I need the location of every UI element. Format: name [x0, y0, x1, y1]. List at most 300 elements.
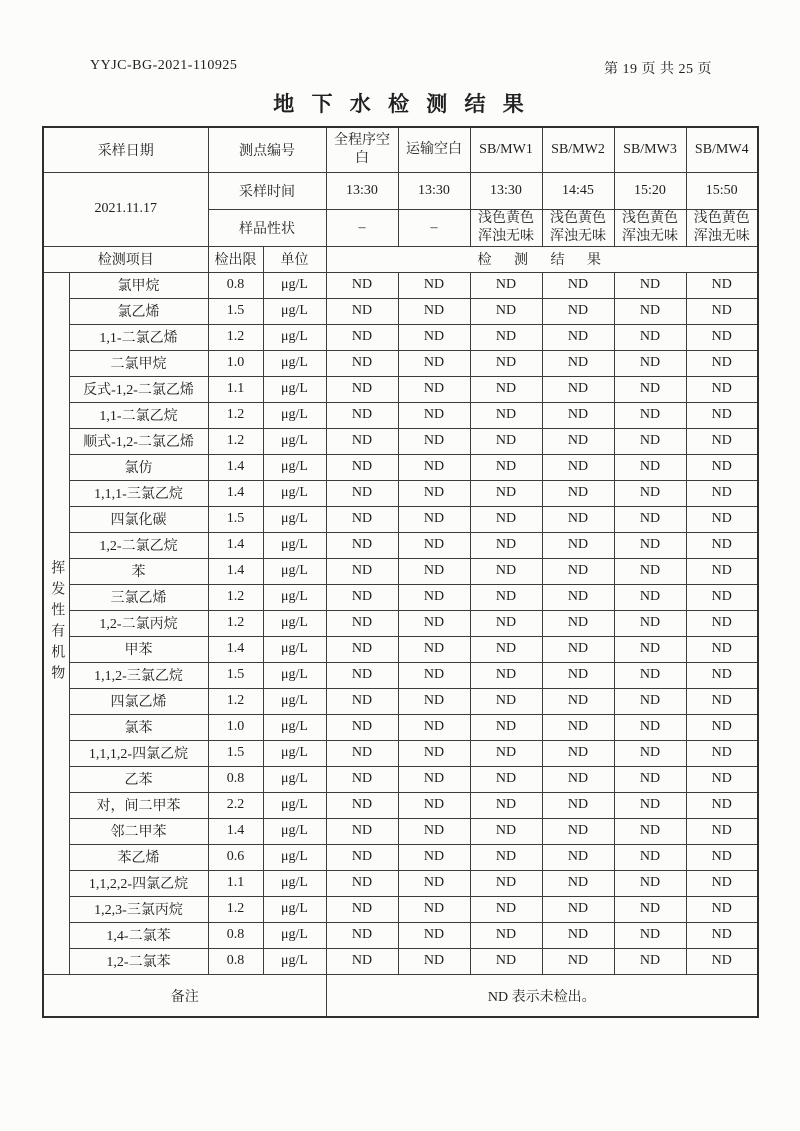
- detection-limit-cell: 1.0: [208, 350, 263, 376]
- result-cell: ND: [542, 870, 614, 896]
- result-cell: ND: [686, 740, 758, 766]
- result-cell: ND: [686, 428, 758, 454]
- station-column-header: 全程序空白: [326, 127, 398, 172]
- result-cell: ND: [398, 402, 470, 428]
- result-cell: ND: [686, 714, 758, 740]
- unit-cell: μg/L: [263, 870, 326, 896]
- result-cell: ND: [398, 714, 470, 740]
- detection-limit-cell: 1.4: [208, 532, 263, 558]
- result-cell: ND: [326, 506, 398, 532]
- unit-cell: μg/L: [263, 922, 326, 948]
- result-cell: ND: [326, 298, 398, 324]
- detection-limit-cell: 1.5: [208, 506, 263, 532]
- result-cell: ND: [686, 922, 758, 948]
- detection-limit-cell: 2.2: [208, 792, 263, 818]
- result-cell: ND: [614, 272, 686, 298]
- result-cell: ND: [614, 818, 686, 844]
- result-cell: ND: [326, 766, 398, 792]
- result-cell: ND: [614, 662, 686, 688]
- result-cell: ND: [398, 350, 470, 376]
- unit-cell: μg/L: [263, 532, 326, 558]
- result-cell: ND: [326, 324, 398, 350]
- result-cell: ND: [614, 324, 686, 350]
- result-cell: ND: [398, 870, 470, 896]
- result-cell: ND: [542, 558, 614, 584]
- unit-cell: μg/L: [263, 740, 326, 766]
- result-cell: ND: [614, 844, 686, 870]
- result-cell: ND: [542, 662, 614, 688]
- detection-limit-cell: 1.2: [208, 402, 263, 428]
- table-row: [43, 844, 758, 870]
- detection-limit-cell: 1.4: [208, 818, 263, 844]
- result-cell: ND: [542, 532, 614, 558]
- result-cell: ND: [326, 740, 398, 766]
- sampling-time-value: 14:45: [542, 172, 614, 209]
- result-cell: ND: [686, 454, 758, 480]
- table-row: [43, 428, 758, 454]
- table-row: [43, 766, 758, 792]
- result-cell: ND: [614, 610, 686, 636]
- detection-limit-cell: 0.8: [208, 922, 263, 948]
- chemical-name-cell: 1,2-二氯苯: [69, 948, 208, 974]
- detection-limit-cell: 1.2: [208, 428, 263, 454]
- unit-cell: μg/L: [263, 454, 326, 480]
- unit-cell: μg/L: [263, 402, 326, 428]
- remark-row: [43, 974, 758, 1017]
- result-cell: ND: [470, 584, 542, 610]
- result-cell: ND: [326, 558, 398, 584]
- result-cell: ND: [398, 584, 470, 610]
- result-cell: ND: [686, 610, 758, 636]
- station-column-header: SB/MW3: [614, 127, 686, 172]
- result-cell: ND: [470, 350, 542, 376]
- header-row-sampling-time: [43, 172, 758, 209]
- unit-cell: μg/L: [263, 688, 326, 714]
- result-cell: ND: [470, 662, 542, 688]
- chemical-name-cell: 氯乙烯: [69, 298, 208, 324]
- result-cell: ND: [542, 922, 614, 948]
- sampling-time-label: 采样时间: [208, 172, 326, 209]
- unit-cell: μg/L: [263, 766, 326, 792]
- unit-cell: μg/L: [263, 584, 326, 610]
- result-cell: ND: [614, 558, 686, 584]
- detection-limit-cell: 1.4: [208, 454, 263, 480]
- result-cell: ND: [614, 454, 686, 480]
- sampling-time-value: 13:30: [470, 172, 542, 209]
- results-table: [42, 126, 759, 1018]
- table-header-section: [43, 127, 758, 272]
- table-row: [43, 480, 758, 506]
- result-cell: ND: [686, 402, 758, 428]
- detection-limit-cell: 1.2: [208, 688, 263, 714]
- result-cell: ND: [398, 922, 470, 948]
- detection-limit-cell: 1.2: [208, 896, 263, 922]
- result-cell: ND: [614, 350, 686, 376]
- result-cell: ND: [686, 584, 758, 610]
- result-cell: ND: [542, 480, 614, 506]
- table-row: [43, 636, 758, 662]
- sampling-date-value: 2021.11.17: [43, 172, 208, 246]
- table-row: [43, 948, 758, 974]
- result-cell: ND: [686, 792, 758, 818]
- result-cell: ND: [470, 532, 542, 558]
- result-cell: ND: [542, 298, 614, 324]
- sample-character-value: 浅色黄色浑浊无味: [614, 209, 686, 246]
- result-cell: ND: [686, 376, 758, 402]
- table-row: [43, 740, 758, 766]
- chemical-name-cell: 1,1-二氯乙烷: [69, 402, 208, 428]
- result-cell: ND: [614, 532, 686, 558]
- result-cell: ND: [470, 558, 542, 584]
- chemical-name-cell: 1,2,3-三氯丙烷: [69, 896, 208, 922]
- table-row: [43, 818, 758, 844]
- header-row-stations: [43, 127, 758, 172]
- result-cell: ND: [686, 870, 758, 896]
- result-cell: ND: [542, 428, 614, 454]
- unit-cell: μg/L: [263, 610, 326, 636]
- document-number: YYJC-BG-2021-110925: [90, 58, 238, 73]
- result-cell: ND: [614, 870, 686, 896]
- chemical-name-cell: 1,4-二氯苯: [69, 922, 208, 948]
- chemical-name-cell: 1,2-二氯丙烷: [69, 610, 208, 636]
- station-column-header: SB/MW2: [542, 127, 614, 172]
- remark-label: 备注: [43, 974, 326, 1017]
- chemical-name-cell: 对，间二甲苯: [69, 792, 208, 818]
- result-cell: ND: [326, 688, 398, 714]
- table-row: [43, 324, 758, 350]
- result-cell: ND: [398, 792, 470, 818]
- chemical-name-cell: 反式-1,2-二氯乙烯: [69, 376, 208, 402]
- sample-character-value: 浅色黄色浑浊无味: [542, 209, 614, 246]
- result-cell: ND: [326, 714, 398, 740]
- page-indicator: 第 19 页 共 25 页: [604, 62, 712, 77]
- unit-cell: μg/L: [263, 844, 326, 870]
- result-cell: ND: [470, 818, 542, 844]
- result-cell: ND: [470, 688, 542, 714]
- result-cell: ND: [470, 454, 542, 480]
- chemical-name-cell: 氯甲烷: [69, 272, 208, 298]
- chemical-name-cell: 四氯乙烯: [69, 688, 208, 714]
- result-cell: ND: [398, 298, 470, 324]
- result-cell: ND: [326, 636, 398, 662]
- result-cell: ND: [614, 636, 686, 662]
- table-row: [43, 532, 758, 558]
- detection-limit-cell: 1.2: [208, 584, 263, 610]
- result-cell: ND: [398, 610, 470, 636]
- remark-text: ND 表示未检出。: [326, 974, 758, 1017]
- sample-character-value: 浅色黄色浑浊无味: [470, 209, 542, 246]
- detection-limit-cell: 1.5: [208, 740, 263, 766]
- result-cell: ND: [614, 428, 686, 454]
- limit-label: 检出限: [208, 246, 263, 272]
- chemical-name-cell: 苯乙烯: [69, 844, 208, 870]
- result-cell: ND: [470, 428, 542, 454]
- result-cell: ND: [398, 766, 470, 792]
- sampling-time-value: 13:30: [326, 172, 398, 209]
- detection-limit-cell: 1.5: [208, 298, 263, 324]
- result-cell: ND: [398, 272, 470, 298]
- unit-cell: μg/L: [263, 272, 326, 298]
- table-row: [43, 506, 758, 532]
- unit-cell: μg/L: [263, 350, 326, 376]
- result-cell: ND: [398, 376, 470, 402]
- result-cell: ND: [686, 480, 758, 506]
- detection-limit-cell: 1.4: [208, 480, 263, 506]
- sampling-time-value: 15:50: [686, 172, 758, 209]
- result-cell: ND: [470, 376, 542, 402]
- chemical-name-cell: 1,1,1-三氯乙烷: [69, 480, 208, 506]
- unit-cell: μg/L: [263, 324, 326, 350]
- result-cell: ND: [614, 714, 686, 740]
- result-cell: ND: [614, 376, 686, 402]
- chemical-name-cell: 氯苯: [69, 714, 208, 740]
- result-cell: ND: [398, 506, 470, 532]
- result-cell: ND: [686, 532, 758, 558]
- result-cell: ND: [326, 428, 398, 454]
- result-cell: ND: [686, 688, 758, 714]
- result-cell: ND: [326, 532, 398, 558]
- table-footer-section: [43, 974, 758, 1017]
- chemical-name-cell: 邻二甲苯: [69, 818, 208, 844]
- result-cell: ND: [470, 870, 542, 896]
- result-cell: ND: [398, 844, 470, 870]
- sample-character-value: 浅色黄色浑浊无味: [686, 209, 758, 246]
- table-row: [43, 896, 758, 922]
- detection-limit-cell: 1.2: [208, 610, 263, 636]
- detection-limit-cell: 1.2: [208, 324, 263, 350]
- table-row: [43, 714, 758, 740]
- result-cell: ND: [398, 636, 470, 662]
- chemical-name-cell: 1,1-二氯乙烯: [69, 324, 208, 350]
- sampling-time-value: 15:20: [614, 172, 686, 209]
- unit-cell: μg/L: [263, 480, 326, 506]
- unit-cell: μg/L: [263, 298, 326, 324]
- result-cell: ND: [686, 506, 758, 532]
- chemical-name-cell: 三氯乙烯: [69, 584, 208, 610]
- result-cell: ND: [398, 428, 470, 454]
- result-cell: ND: [470, 792, 542, 818]
- result-cell: ND: [614, 792, 686, 818]
- result-cell: ND: [398, 740, 470, 766]
- result-cell: ND: [614, 480, 686, 506]
- result-cell: ND: [614, 298, 686, 324]
- station-column-header: 运输空白: [398, 127, 470, 172]
- result-cell: ND: [470, 714, 542, 740]
- result-cell: ND: [326, 480, 398, 506]
- table-body-section: [43, 272, 758, 974]
- document-header: [90, 58, 712, 78]
- result-cell: ND: [398, 480, 470, 506]
- sample-character-value: –: [398, 209, 470, 246]
- detection-limit-cell: 0.8: [208, 948, 263, 974]
- sampling-time-value: 13:30: [398, 172, 470, 209]
- result-cell: ND: [470, 402, 542, 428]
- table-row: [43, 350, 758, 376]
- unit-cell: μg/L: [263, 428, 326, 454]
- result-cell: ND: [686, 948, 758, 974]
- result-cell: ND: [614, 688, 686, 714]
- unit-cell: μg/L: [263, 948, 326, 974]
- result-cell: ND: [398, 896, 470, 922]
- detection-limit-cell: 0.8: [208, 766, 263, 792]
- result-cell: ND: [614, 506, 686, 532]
- result-cell: ND: [398, 948, 470, 974]
- result-cell: ND: [614, 402, 686, 428]
- result-cell: ND: [326, 272, 398, 298]
- result-cell: ND: [470, 740, 542, 766]
- result-cell: ND: [398, 532, 470, 558]
- result-cell: ND: [470, 506, 542, 532]
- chemical-name-cell: 甲苯: [69, 636, 208, 662]
- result-cell: ND: [398, 818, 470, 844]
- result-cell: ND: [326, 870, 398, 896]
- chemical-name-cell: 四氯化碳: [69, 506, 208, 532]
- result-cell: ND: [470, 480, 542, 506]
- result-cell: ND: [470, 636, 542, 662]
- result-cell: ND: [398, 662, 470, 688]
- result-cell: ND: [542, 844, 614, 870]
- result-cell: ND: [542, 350, 614, 376]
- result-cell: ND: [614, 948, 686, 974]
- result-cell: ND: [470, 324, 542, 350]
- table-row: [43, 792, 758, 818]
- unit-cell: μg/L: [263, 818, 326, 844]
- chemical-name-cell: 1,1,1,2-四氯乙烷: [69, 740, 208, 766]
- result-cell: ND: [614, 740, 686, 766]
- unit-cell: μg/L: [263, 506, 326, 532]
- result-cell: ND: [542, 610, 614, 636]
- result-cell: ND: [542, 584, 614, 610]
- result-cell: ND: [686, 844, 758, 870]
- chemical-name-cell: 氯仿: [69, 454, 208, 480]
- row-group-label-voc: 挥发性有机物: [43, 272, 69, 974]
- result-cell: ND: [614, 766, 686, 792]
- result-cell: ND: [326, 818, 398, 844]
- result-cell: ND: [542, 454, 614, 480]
- detection-limit-cell: 0.6: [208, 844, 263, 870]
- unit-cell: μg/L: [263, 376, 326, 402]
- result-cell: ND: [326, 844, 398, 870]
- result-cell: ND: [542, 740, 614, 766]
- result-cell: ND: [686, 272, 758, 298]
- table-row: [43, 298, 758, 324]
- table-row: [43, 454, 758, 480]
- unit-cell: μg/L: [263, 792, 326, 818]
- unit-cell: μg/L: [263, 662, 326, 688]
- result-cell: ND: [326, 948, 398, 974]
- chemical-name-cell: 乙苯: [69, 766, 208, 792]
- table-row: [43, 402, 758, 428]
- result-cell: ND: [398, 558, 470, 584]
- result-cell: ND: [542, 818, 614, 844]
- table-row: [43, 558, 758, 584]
- result-cell: ND: [398, 454, 470, 480]
- result-cell: ND: [542, 402, 614, 428]
- unit-cell: μg/L: [263, 636, 326, 662]
- result-cell: ND: [686, 662, 758, 688]
- result-cell: ND: [542, 636, 614, 662]
- result-cell: ND: [686, 636, 758, 662]
- station-column-header: SB/MW4: [686, 127, 758, 172]
- result-header: 检 测 结 果: [326, 246, 758, 272]
- header-row-columns: [43, 246, 758, 272]
- result-cell: ND: [542, 948, 614, 974]
- unit-cell: μg/L: [263, 896, 326, 922]
- sample-character-label: 样品性状: [208, 209, 326, 246]
- result-cell: ND: [398, 688, 470, 714]
- result-cell: ND: [470, 272, 542, 298]
- result-cell: ND: [614, 896, 686, 922]
- station-column-header: SB/MW1: [470, 127, 542, 172]
- detection-limit-cell: 1.4: [208, 558, 263, 584]
- result-cell: ND: [686, 818, 758, 844]
- sampling-date-label: 采样日期: [43, 127, 208, 172]
- chemical-name-cell: 二氯甲烷: [69, 350, 208, 376]
- result-cell: ND: [470, 298, 542, 324]
- result-cell: ND: [686, 324, 758, 350]
- result-cell: ND: [326, 896, 398, 922]
- result-cell: ND: [542, 896, 614, 922]
- result-cell: ND: [614, 922, 686, 948]
- chemical-name-cell: 1,2-二氯乙烷: [69, 532, 208, 558]
- table-row: [43, 688, 758, 714]
- chemical-name-cell: 顺式-1,2-二氯乙烯: [69, 428, 208, 454]
- page-title: 地 下 水 检 测 结 果: [273, 92, 527, 116]
- detection-limit-cell: 1.1: [208, 376, 263, 402]
- result-cell: ND: [686, 896, 758, 922]
- chemical-name-cell: 1,1,2,2-四氯乙烷: [69, 870, 208, 896]
- item-label: 检测项目: [43, 246, 208, 272]
- unit-label: 单位: [263, 246, 326, 272]
- unit-cell: μg/L: [263, 558, 326, 584]
- result-cell: ND: [470, 766, 542, 792]
- result-cell: ND: [326, 792, 398, 818]
- table-row: [43, 662, 758, 688]
- result-cell: ND: [470, 610, 542, 636]
- unit-cell: μg/L: [263, 714, 326, 740]
- detection-limit-cell: 1.1: [208, 870, 263, 896]
- table-row: [43, 870, 758, 896]
- detection-limit-cell: 1.4: [208, 636, 263, 662]
- chemical-name-cell: 苯: [69, 558, 208, 584]
- point-id-label: 测点编号: [208, 127, 326, 172]
- result-cell: ND: [686, 766, 758, 792]
- result-cell: ND: [686, 558, 758, 584]
- result-cell: ND: [470, 844, 542, 870]
- result-cell: ND: [326, 922, 398, 948]
- result-cell: ND: [470, 922, 542, 948]
- table-row: [43, 584, 758, 610]
- result-cell: ND: [326, 610, 398, 636]
- result-cell: ND: [542, 792, 614, 818]
- result-cell: ND: [542, 766, 614, 792]
- result-cell: ND: [542, 376, 614, 402]
- result-cell: ND: [326, 376, 398, 402]
- detection-limit-cell: 0.8: [208, 272, 263, 298]
- result-cell: ND: [326, 584, 398, 610]
- result-cell: ND: [542, 688, 614, 714]
- sample-character-value: –: [326, 209, 398, 246]
- table-row: [43, 610, 758, 636]
- detection-limit-cell: 1.0: [208, 714, 263, 740]
- result-cell: ND: [470, 896, 542, 922]
- result-cell: ND: [542, 324, 614, 350]
- result-cell: ND: [542, 714, 614, 740]
- result-cell: ND: [542, 506, 614, 532]
- table-row: [43, 272, 758, 298]
- result-cell: ND: [614, 584, 686, 610]
- result-cell: ND: [398, 324, 470, 350]
